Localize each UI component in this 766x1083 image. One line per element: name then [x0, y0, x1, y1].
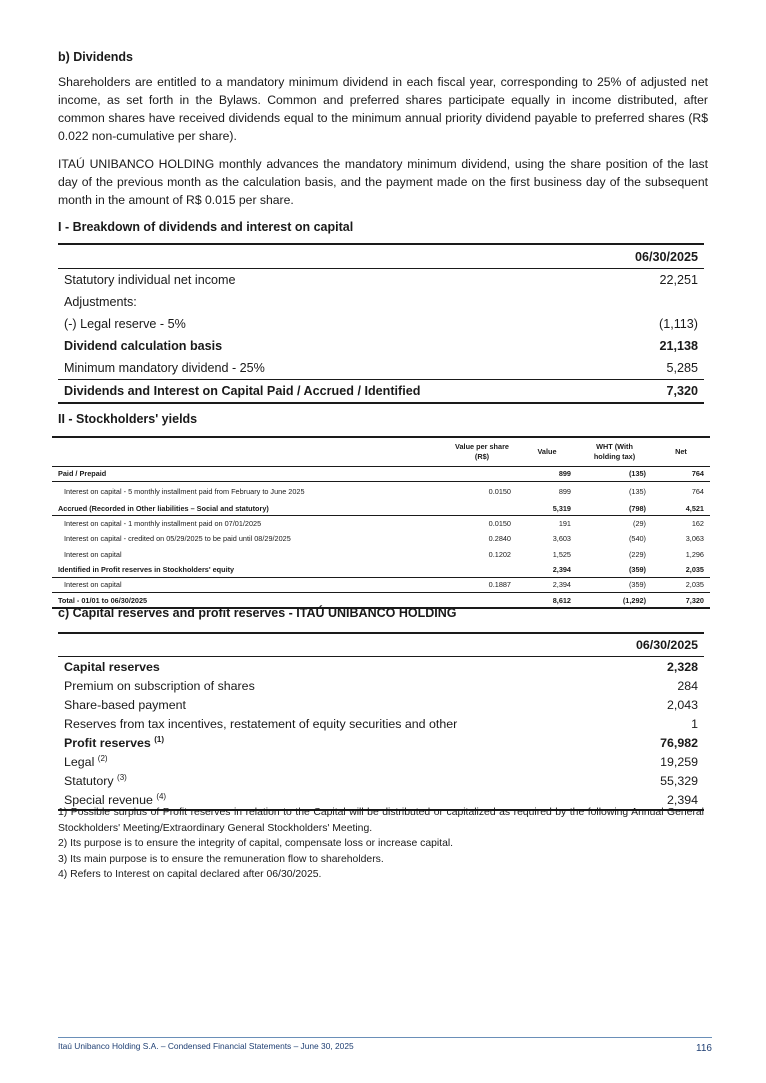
table-row-total: Total - 01/01 to 06/30/2025 8,612 (1,292) 7,320 — [58, 595, 704, 605]
breakdown-table — [58, 245, 704, 402]
table-row: Profit reserves $^{(1)}$ 76,982 — [64, 734, 698, 751]
footnotes — [58, 805, 704, 883]
table-row: Minimum mandatory dividend - 25% 5,285 — [58, 357, 704, 380]
footnote-3: 3) Its main purpose is to ensure the remuneration flow to shareholders. — [58, 853, 384, 865]
reserves-table-wrapper — [58, 632, 704, 811]
table-row: Paid / Prepaid 899 (135) 764 — [52, 466, 710, 481]
table-row: Interest on capital - 5 monthly installment paid from February to June 2025 0.0150 899 (135) 764 — [64, 486, 704, 496]
yields-header-value: Value — [537, 446, 557, 456]
dividends-title: b) Dividends — [58, 50, 134, 64]
breakdown-title: I - Breakdown of dividends and interest on capital — [58, 220, 354, 234]
dividends-paragraph-1: Shareholders are entitled to a mandatory minimum dividend in each fiscal year, corresponding to 25% of adjusted net income, as set forth in the Bylaws. Common and preferred shares participate equally in income distributed, after common shares have received dividends equal to the minimum annual priority dividend payable to preferred shares (R$ 0.022 non-cumulative per share). — [58, 75, 708, 143]
table-row: Adjustments: — [64, 295, 137, 309]
reserves-title: c) Capital reserves and profit reserves - ITAÚ UNIBANCO HOLDING — [58, 606, 457, 620]
yields-header-wht: WHT (With holding tax) — [593, 441, 636, 461]
yields-table — [52, 438, 710, 607]
dividends-paragraph-2: ITAÚ UNIBANCO HOLDING monthly advances the mandatory minimum dividend, using the share position of the last day of the previous month as the calculation basis, and the payment made on the first business day of the subsequent month in the amount of R$ 0.015 per share. — [58, 157, 708, 207]
table-row: Dividends and Interest on Capital Paid / Accrued / Identified 7,320 — [64, 384, 698, 398]
yields-header-per-share: Value per share (R$) — [455, 441, 509, 461]
table-row: Statutory individual net income 22,251 — [64, 273, 698, 287]
footer-title: Itaú Unibanco Holding S.A. – Condensed Financial Statements – June 30, 2025 — [58, 1041, 354, 1051]
page-number: 116 — [696, 1043, 712, 1054]
table-row: Interest on capital - 1 monthly installment paid on 07/01/2025 0.0150 191 (29) 162 — [64, 518, 704, 528]
table-row: Dividend calculation basis 21,138 — [64, 339, 698, 353]
breakdown-date-header: 06/30/2025 — [634, 249, 698, 264]
yields-table-wrapper — [52, 436, 710, 609]
table-row: Interest on capital 0.1887 2,394 (359) 2,035 — [52, 577, 710, 592]
footnote-2: 2) Its purpose is to ensure the integrity of capital, compensate loss or increase capital. — [58, 838, 454, 849]
table-row: Special revenue $^{(4)}$ 2,394 — [64, 791, 698, 808]
table-row: Statutory $^{(3)}$ 55,329 — [64, 772, 698, 789]
table-row: Identified in Profit reserves in Stockholders' equity 2,394 (359) 2,035 — [52, 563, 710, 578]
table-row: Capital reserves 2,328 — [64, 659, 698, 674]
table-row: Interest on capital - credited on 05/29/2025 to be paid until 08/29/2025 0.2840 3,603 (540) 3,063 — [64, 534, 704, 544]
table-row: Reserves from tax incentives, restatement of equity securities and other 1 — [64, 716, 698, 731]
table-row: Share-based payment 2,043 — [64, 697, 698, 712]
footnote-1: 1) Possible surplus of Profit reserves in relation to the Capital will be distributed or capitalized as required by the following Annual General Stockholders' Meeting/Extraordinary General Stockholders' Meeting. — [58, 807, 704, 834]
table-row: Legal $^{(2)}$ 19,259 — [64, 753, 698, 770]
yields-header-net: Net — [675, 446, 687, 456]
reserves-date-header: 06/30/2025 — [635, 638, 698, 652]
reserves-table — [58, 634, 704, 809]
footnote-4: 4) Refers to Interest on capital declared after 06/30/2025. — [58, 869, 322, 880]
page-footer — [58, 1037, 712, 1054]
table-row: Premium on subscription of shares 284 — [64, 678, 698, 693]
breakdown-table-wrapper — [58, 243, 704, 404]
table-row: Interest on capital 0.1202 1,525 (229) 1,296 — [64, 550, 704, 560]
table-row: Accrued (Recorded in Other liabilities – Social and statutory) 5,319 (798) 4,521 — [52, 501, 710, 516]
yields-title: II - Stockholders' yields — [58, 412, 198, 426]
table-row: (-) Legal reserve - 5% (1,113) — [64, 317, 698, 331]
